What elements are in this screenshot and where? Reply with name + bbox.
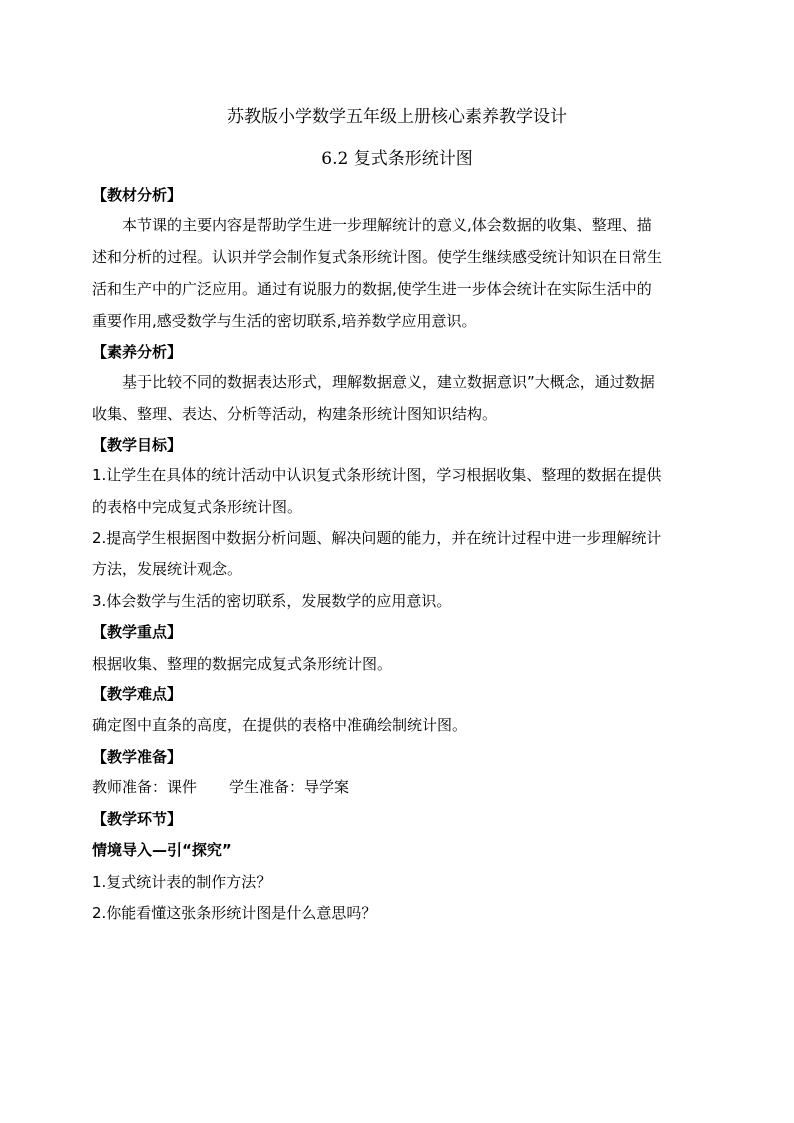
difficulty-line-1: 确定图中直条的高度，在提供的表格中准确绘制统计图。 (92, 716, 468, 734)
preparation-line (92, 776, 704, 798)
key-line-1: 根据收集、整理的数据完成复式条形统计图。 (92, 655, 393, 673)
process-line-2: 2.你能看懂这张条形统计图是什么意思吗？ (92, 904, 377, 922)
material-line-3: 活和生产中的广泛应用。通过有说服力的数据,使学生进一步体会统计在实际生活中的 (92, 280, 652, 298)
material-line-1: 本节课的主要内容是帮助学生进一步理解统计的意义,体会数据的收集、整理、描 (122, 216, 652, 234)
section-heading-material: 【教材分析】 (92, 186, 183, 204)
teacher-preparation: 教师准备：课件 (92, 778, 198, 796)
literacy-line-2: 收集、整理、表达、分析等活动，构建条形统计图知识结构。 (92, 405, 498, 423)
material-line-4: 重要作用,感受数学与生活的密切联系,培养数学应用意识。 (92, 312, 477, 330)
section-heading-process: 【教学环节】 (92, 810, 183, 828)
section-heading-literacy: 【素养分析】 (92, 343, 183, 361)
section-heading-preparation: 【教学准备】 (92, 748, 183, 766)
goals-line-5: 3.体会数学与生活的密切联系，发展数学的应用意识。 (92, 592, 452, 610)
process-intro-heading: 情境导入—引“探究” (92, 841, 232, 859)
goals-line-2: 的表格中完成复式条形统计图。 (92, 498, 303, 516)
section-heading-difficulty: 【教学难点】 (92, 685, 183, 703)
goals-line-4: 方法，发展统计观念。 (92, 560, 243, 578)
literacy-line-1: 基于比较不同的数据表达形式，理解数据意义，建立数据意识”大概念，通过数据 (122, 373, 655, 391)
goals-line-3: 2.提高学生根据图中数据分析问题、解决问题的能力，并在统计过程中进一步理解统计 (92, 529, 662, 547)
material-line-2: 述和分析的过程。认识并学会制作复式条形统计图。使学生继续感受统计知识在日常生 (92, 248, 663, 266)
document-title: 苏教版小学数学五年级上册核心素养教学设计 (227, 107, 567, 127)
section-heading-key: 【教学重点】 (92, 623, 183, 641)
student-preparation: 学生准备：导学案 (229, 778, 350, 796)
goals-line-1: 1.让学生在具体的统计活动中认识复式条形统计图，学习根据收集、整理的数据在提供 (92, 466, 662, 484)
section-heading-goals: 【教学目标】 (92, 436, 183, 454)
document-subtitle: 6.2 复式条形统计图 (321, 149, 473, 169)
process-line-1: 1.复式统计表的制作方法？ (92, 873, 272, 891)
